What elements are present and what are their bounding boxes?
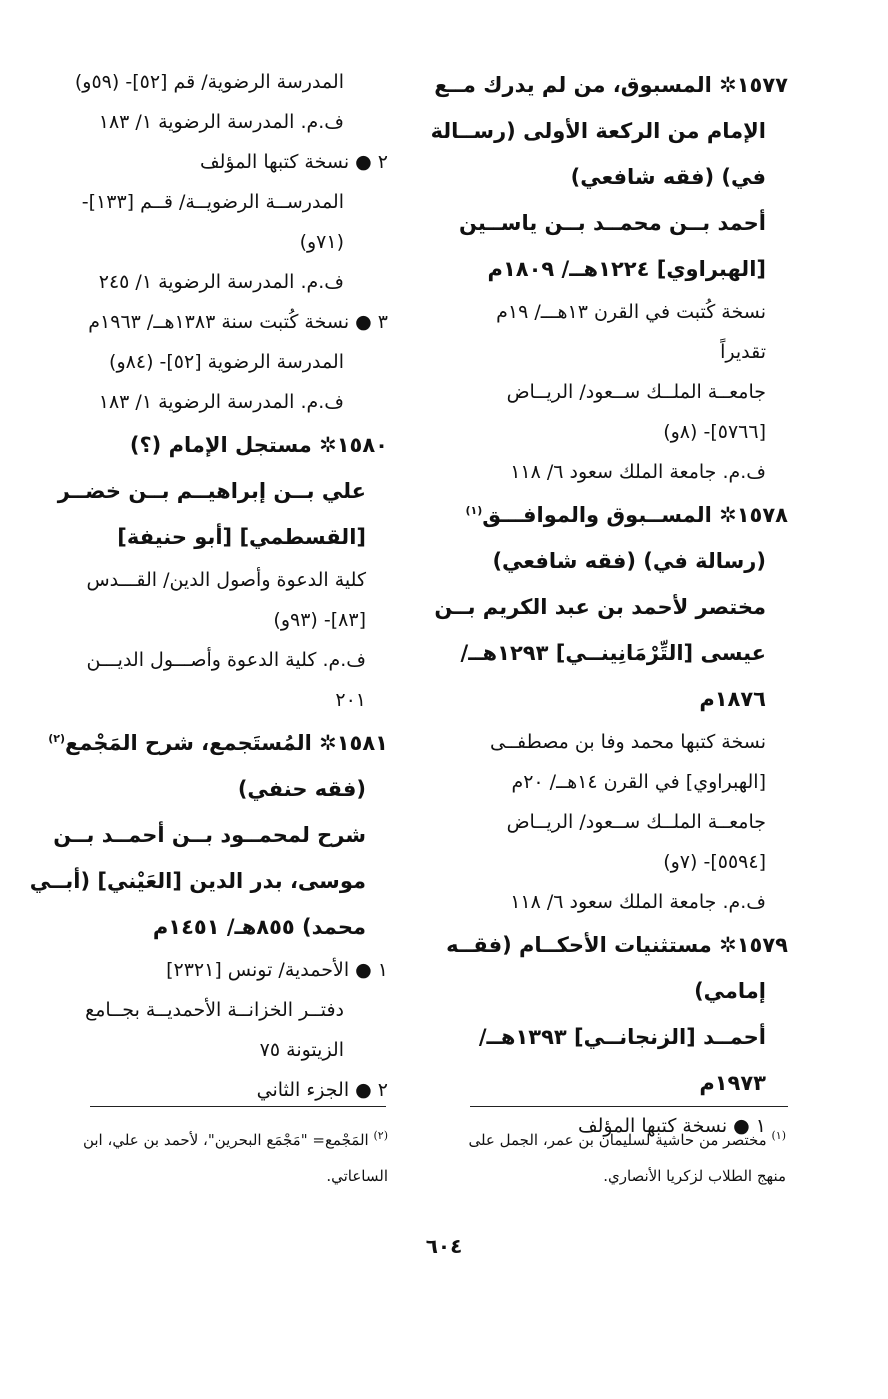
left-column-line: ف.م. المدرسة الرضوية ١/ ١٨٣	[98, 391, 344, 413]
right-column-line: نسخة كُتبت في القرن ١٣هـــ/ ١٩م	[496, 301, 766, 323]
page-number: ٦٠٤	[425, 1234, 463, 1258]
right-column-line: مختصر لأحمد بن عبد الكريم بــن	[434, 595, 766, 619]
left-column-line: ف.م. كلية الدعوة وأصـــول الديـــن	[86, 649, 366, 671]
left-column-line: علي بــن إبراهيــم بــن خضــر	[57, 479, 366, 503]
right-column	[430, 62, 788, 1146]
right-column-line: (رسالة في) (فقه شافعي)	[492, 549, 766, 573]
left-column-line: ف.م. المدرسة الرضوية ١/ ٢٤٥	[98, 271, 344, 293]
right-column-line: ف.م. جامعة الملك سعود ٦/ ١١٨	[510, 461, 766, 483]
right-column-line: في) (فقه شافعي)	[570, 165, 766, 189]
right-column-line: [٥٥٩٤]- (٧و)	[663, 851, 766, 873]
right-column-line: ١ ● نسخة كتبها المؤلف	[577, 1115, 766, 1137]
left-column-line: المدرسة الرضوية [٥٢]- (٨٤و)	[109, 351, 344, 373]
right-column-line: [الهبراوي] ١٢٢٤هــ/ ١٨٠٩م	[487, 257, 766, 281]
right-column-line: ١٥٧٩✲ مستثنيات الأحكــام (فقــه	[446, 933, 788, 957]
left-column-line: ١٥٨٠✲ مستجل الإمام (؟)	[129, 433, 388, 457]
right-column-line: ١٨٧٦م	[699, 687, 766, 711]
footnote-right-line-1: $^{(١)}$ مختصر من حاشية لسليمان بن عمر، الجمل على	[468, 1129, 786, 1149]
footnote-marker: (٢)	[373, 1129, 388, 1142]
left-column-line: ٢ ● الجزء الثاني	[256, 1079, 388, 1101]
footnote-reference: (٢)	[48, 732, 65, 745]
left-column-line: (فقه حنفي)	[237, 777, 366, 801]
footnote-separator-left	[90, 1106, 386, 1107]
left-column-line: ٢٠١	[335, 689, 366, 711]
right-column-line: [الهبراوي] في القرن ١٤هــ/ ٢٠م	[511, 771, 766, 793]
left-column-line: المدرســة الرضويــة/ قــم [١٣٣]-	[81, 191, 344, 213]
left-column-line: ٣ ● نسخة كُتبت سنة ١٣٨٣هــ/ ١٩٦٣م	[88, 311, 388, 333]
footnote-reference: (١)	[465, 504, 483, 517]
right-column-line: ١٥٧٧✲ المسبوق، من لم يدرك مــع	[434, 73, 788, 97]
left-column-line: كلية الدعوة وأصول الدين/ القـــدس	[86, 569, 366, 591]
right-column-line: [٥٧٦٦]- (٨و)	[663, 421, 766, 443]
left-column-line: المدرسة الرضوية/ قم [٥٢]- (٥٩و)	[74, 71, 344, 93]
left-column-line: ١٥٨١✲ المُستَجمع، شرح المَجْمع$^{(٢)}$	[48, 731, 388, 755]
right-column-line: أحمــد [الزنجانــي] ١٣٩٣هــ/	[478, 1025, 766, 1049]
footnote-separator-right	[470, 1106, 788, 1107]
right-column-line: إمامي)	[694, 979, 766, 1003]
right-column-line: ١٩٧٣م	[699, 1071, 766, 1095]
footnote-left	[52, 1122, 388, 1194]
left-column	[29, 62, 388, 1110]
left-column-line: شرح لمحمــود بــن أحمــد بــن	[53, 823, 366, 847]
right-column-line: ١٥٧٨✲ المســبوق والموافـــق$^{(١)}$	[465, 503, 788, 527]
left-column-line: دفتــر الخزانــة الأحمديــة بجــامع	[85, 999, 344, 1021]
right-column-line: أحمد بــن محمــد بــن ياســين	[458, 211, 766, 235]
footnote-left-line-2: الساعاتي.	[326, 1167, 388, 1185]
footnote-marker: (١)	[771, 1129, 786, 1142]
left-column-line: ٢ ● نسخة كتبها المؤلف	[199, 151, 388, 173]
footnote-right	[440, 1122, 786, 1194]
left-column-line: ف.م. المدرسة الرضوية ١/ ١٨٣	[98, 111, 344, 133]
right-column-line: الإمام من الركعة الأولى (رســالة	[430, 119, 766, 143]
right-column-line: جامعــة الملــك ســعود/ الريــاض	[506, 811, 766, 833]
left-column-line: محمد) ٨٥٥هـ/ ١٤٥١م	[152, 915, 366, 939]
left-column-line: موسى، بدر الدين [العَيْني] (أبــي	[29, 869, 366, 893]
right-column-line: جامعــة الملــك ســعود/ الريــاض	[506, 381, 766, 403]
footnote-left-line-1: $^{(٢)}$ المَجْمع= "مَجْمَع البحرين"، لأحمد بن علي، ابن	[82, 1129, 388, 1149]
right-column-line: تقديراً	[720, 341, 766, 363]
right-column-line: ف.م. جامعة الملك سعود ٦/ ١١٨	[510, 891, 766, 913]
left-column-line: [٨٣]- (٩٣و)	[273, 609, 366, 631]
left-column-line: (٧١و)	[299, 231, 344, 253]
right-column-line: عيسى [التِّرْمَانِينــي] ١٢٩٣هــ/	[460, 641, 766, 665]
left-column-line: [القسطمي] [أبو حنيفة]	[117, 525, 366, 549]
footnote-right-line-2: منهج الطلاب لزكريا الأنصاري.	[603, 1167, 786, 1185]
left-column-line: الزيتونة ٧٥	[259, 1039, 344, 1061]
left-column-line: ١ ● الأحمدية/ تونس [٢٣٢١]	[166, 959, 388, 981]
right-column-line: نسخة كتبها محمد وفا بن مصطفــى	[490, 731, 766, 753]
